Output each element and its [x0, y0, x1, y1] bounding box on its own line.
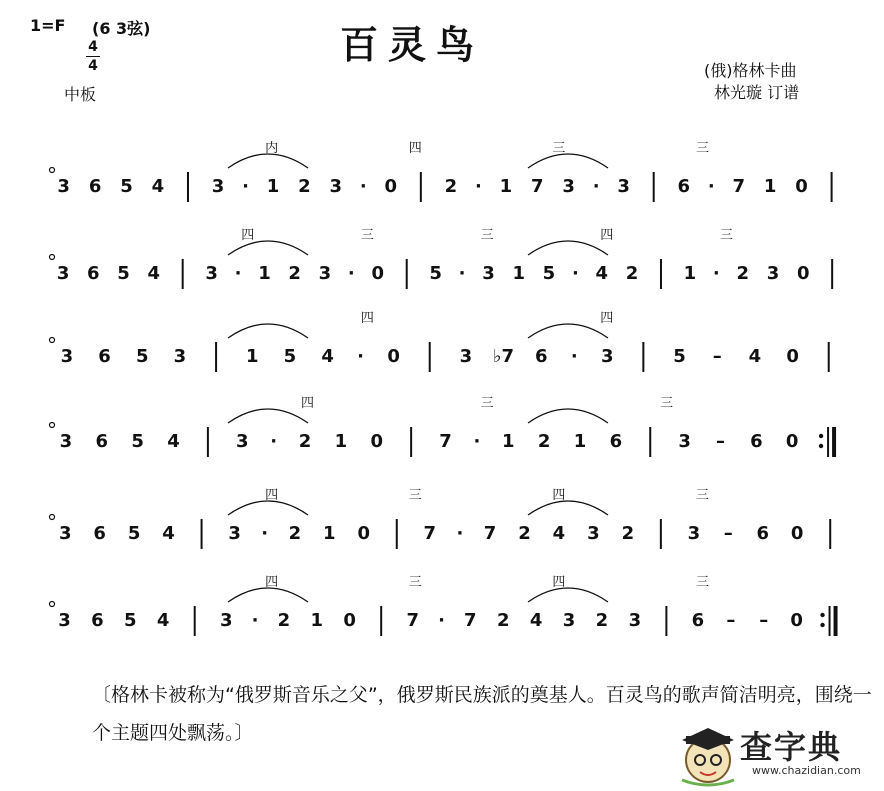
score-token: 2 [736, 263, 750, 284]
fingering-mark: 三 [360, 228, 374, 243]
score-token: 1 [266, 176, 280, 197]
score-token: 6 [609, 431, 623, 452]
score-token: 3 [329, 176, 343, 197]
score-token: 0 [785, 431, 799, 452]
score-token: 3 [318, 263, 332, 284]
score-token: 1 [334, 431, 348, 452]
score-token: – [712, 346, 722, 367]
score-row [50, 575, 836, 636]
slur-arc [228, 241, 308, 255]
score-token: 2 [518, 523, 531, 544]
score-token: 3 [57, 176, 70, 197]
score-token: · [234, 263, 242, 284]
score-token: 5 [135, 346, 149, 367]
score-token: – [715, 431, 725, 452]
score-token: 6 [95, 431, 109, 452]
score-token: 3 [562, 610, 576, 631]
open-string-mark [50, 255, 55, 260]
score-token: ♭7 [493, 346, 515, 367]
score-token: 1 [258, 263, 271, 284]
score-token: 3 [205, 263, 218, 284]
score-token: 5 [124, 610, 137, 631]
score-token: 7 [423, 523, 437, 544]
description-text: 〔格林卡被称为“俄罗斯音乐之父”，俄罗斯民族派的奠基人。百灵鸟的歌声简洁明亮，围绕一个主题四处飘荡。〕 [92, 684, 872, 744]
fingering-mark: 四 [408, 141, 422, 156]
page-title: 百灵鸟 [340, 22, 485, 67]
score-token: · [712, 263, 720, 284]
score-token: 2 [298, 431, 312, 452]
score-token: 4 [321, 346, 334, 367]
slur-arc [528, 324, 608, 338]
score-token: 0 [387, 346, 400, 367]
score-token: · [707, 176, 715, 197]
slur-arc [228, 501, 308, 515]
fingering-mark: 三 [480, 228, 494, 243]
score-token: · [357, 346, 365, 367]
score-token: 3 [219, 610, 233, 631]
fingering-mark: 三 [719, 228, 734, 243]
score-token: 0 [370, 431, 384, 452]
editor-credit: 林光璇 订谱 [714, 83, 800, 102]
score-token: · [592, 176, 600, 197]
fingering-mark: 四 [600, 311, 614, 326]
score-token: 2 [496, 610, 510, 631]
score-token: 7 [732, 176, 745, 197]
score-token: 4 [748, 346, 762, 367]
score-token: 6 [87, 263, 100, 284]
score-token: 3 [56, 263, 70, 284]
score-token: 3 [173, 346, 187, 367]
score-token: 1 [512, 263, 526, 284]
score-token: 4 [156, 610, 170, 631]
score-token: 5 [542, 263, 556, 284]
slur-arc [528, 501, 608, 515]
meter-top: 4 [88, 39, 98, 55]
open-string-mark [50, 168, 55, 173]
score-token: 2 [621, 523, 635, 544]
score-token: · [347, 263, 355, 284]
score-token: · [570, 346, 578, 367]
score-row [50, 140, 832, 202]
slur-arc [228, 324, 308, 338]
score-token: 5 [131, 431, 144, 452]
repeat-end-barline [820, 606, 835, 636]
score-token: 3 [562, 176, 575, 197]
score-token: 2 [288, 263, 301, 284]
score-token: 6 [88, 176, 102, 197]
score-token: · [242, 176, 249, 197]
open-string-mark [50, 602, 55, 607]
score-token: · [456, 523, 464, 544]
score-token: 3 [617, 176, 630, 197]
score-token: 7 [439, 431, 452, 452]
score-token: 3 [482, 263, 495, 284]
score-token: 2 [625, 263, 639, 284]
score-token: 4 [529, 610, 543, 631]
score-token: 3 [58, 610, 71, 631]
score-token: 3 [600, 346, 614, 367]
slur-arc [528, 588, 608, 602]
score-token: 0 [371, 263, 385, 284]
score-token: 3 [211, 176, 225, 197]
score-token: 3 [228, 523, 241, 544]
score-token: · [473, 431, 481, 452]
fingering-mark: 三 [408, 575, 422, 590]
score-token: 5 [127, 523, 141, 544]
score-token: · [359, 176, 367, 197]
fingering-mark: 四 [265, 575, 279, 590]
fingering-mark: 四 [360, 311, 374, 326]
slur-arc [528, 409, 608, 423]
fingering-mark: 四 [552, 575, 566, 590]
score-token: 2 [444, 176, 458, 197]
fingering-mark: 四 [241, 228, 255, 243]
score-row [50, 311, 829, 372]
open-string-mark [50, 338, 55, 343]
score-token: 7 [464, 610, 477, 631]
slur-arc [228, 588, 308, 602]
score-token: – [726, 610, 736, 631]
score-token: 3 [59, 431, 73, 452]
score-row [50, 228, 833, 289]
score-token: 3 [628, 610, 642, 631]
score-token: · [251, 610, 259, 631]
score-token: 2 [537, 431, 551, 452]
score-token: 3 [766, 263, 780, 284]
fingering-mark: 四 [301, 396, 315, 411]
score-token: 0 [384, 176, 398, 197]
fingering-mark: 四 [265, 488, 279, 503]
score-token: 2 [595, 610, 609, 631]
score-token: 3 [459, 346, 473, 367]
score-token: 2 [288, 523, 302, 544]
score-token: 5 [673, 346, 686, 367]
score-token: 3 [60, 346, 74, 367]
score-token: 0 [790, 523, 804, 544]
score-token: 1 [573, 431, 587, 452]
score-token: 7 [483, 523, 497, 544]
score-token: 4 [595, 263, 609, 284]
score-token: 5 [117, 263, 130, 284]
slur-arc [528, 154, 608, 168]
fingering-mark: 三 [552, 141, 566, 156]
key-signature: 1=F [30, 16, 66, 35]
fingering-mark: 三 [408, 488, 422, 503]
score-token: – [723, 523, 733, 544]
score-token: 6 [750, 431, 763, 452]
composer-credit: (俄)格林卡曲 [704, 61, 797, 80]
score-token: 3 [678, 431, 691, 452]
score-token: 7 [406, 610, 419, 631]
open-string-mark [50, 423, 55, 428]
slur-arc [528, 241, 608, 255]
score-token: 3 [587, 523, 600, 544]
score-token: 2 [298, 176, 311, 197]
fingering-mark: 三 [696, 488, 710, 503]
watermark-name: 查字典 [740, 728, 843, 766]
score-token: 0 [343, 610, 356, 631]
score-token: · [474, 176, 482, 197]
score-token: · [458, 263, 466, 284]
score-token: 0 [790, 610, 803, 631]
score-row [50, 396, 835, 457]
string-tuning: (6 3弦) [92, 19, 151, 38]
fingering-mark: 四 [600, 228, 614, 243]
fingering-mark: 三 [696, 575, 710, 590]
fingering-mark: 三 [660, 396, 674, 411]
score-token: – [759, 610, 769, 631]
score-token: 1 [502, 431, 515, 452]
score-token: 5 [429, 263, 442, 284]
score-token: 3 [687, 523, 701, 544]
score-token: · [261, 523, 269, 544]
score-token: 3 [58, 523, 72, 544]
score-token: 7 [530, 176, 544, 197]
score-row [50, 488, 831, 549]
fingering-mark: 四 [552, 488, 566, 503]
fingering-mark: 内 [265, 141, 279, 156]
score-token: 6 [756, 523, 770, 544]
score-token: 6 [677, 176, 691, 197]
fingering-mark: 三 [480, 396, 494, 411]
score-token: 2 [277, 610, 291, 631]
score-token: 0 [795, 176, 808, 197]
score-token: 6 [98, 346, 111, 367]
score-token: 1 [683, 263, 697, 284]
score-token: 4 [162, 523, 175, 544]
score-token: 6 [534, 346, 548, 367]
score-token: 0 [786, 346, 799, 367]
score-token: 1 [245, 346, 259, 367]
score-token: 1 [310, 610, 324, 631]
score-token: 4 [167, 431, 180, 452]
score-token: 4 [552, 523, 566, 544]
score-token: · [270, 431, 278, 452]
score-token: 4 [151, 176, 165, 197]
score-token: 0 [357, 523, 371, 544]
score-token: 5 [283, 346, 297, 367]
score-token: 6 [691, 610, 705, 631]
fingering-mark: 三 [696, 141, 710, 156]
score-token: 1 [763, 176, 777, 197]
score-token: · [571, 263, 579, 284]
slur-arc [228, 409, 308, 423]
score-token: 1 [499, 176, 513, 197]
score-token: 6 [91, 610, 104, 631]
score-token: · [438, 610, 445, 631]
score-token: 1 [323, 523, 336, 544]
score-token: 5 [120, 176, 133, 197]
tempo-marking: 中板 [64, 85, 97, 104]
score-token: 6 [93, 523, 106, 544]
score-token: 4 [147, 263, 160, 284]
repeat-end-barline [819, 427, 834, 457]
score-token: 3 [236, 431, 249, 452]
open-string-mark [50, 515, 55, 520]
meter-bottom: 4 [88, 58, 98, 74]
watermark-url: www.chazidian.com [752, 764, 861, 777]
score-token: 0 [796, 263, 810, 284]
slur-arc [228, 154, 308, 168]
